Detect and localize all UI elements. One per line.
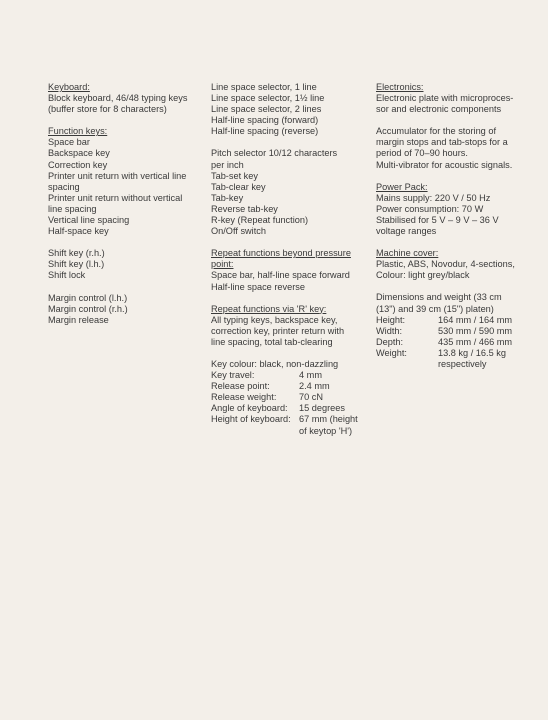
pitch-line: Tab-clear key <box>211 181 266 192</box>
repeat-r-line: All typing keys, backspace key, <box>211 314 338 325</box>
repeat-beyond-heading: point: <box>211 259 234 270</box>
repeat-beyond-heading: Repeat functions beyond pressure <box>211 248 351 259</box>
pitch-line: Tab-key <box>211 192 244 203</box>
machine-cover-line: Colour: light grey/black <box>376 270 470 281</box>
function-key-line: Backspace key <box>48 148 110 159</box>
key-spec-value: 67 mm (height <box>299 414 358 425</box>
pitch-line: On/Off switch <box>211 226 266 237</box>
pitch-line: Tab-set key <box>211 170 258 181</box>
key-spec-label: Key travel: <box>211 370 255 381</box>
key-spec-label: Release point: <box>211 381 270 392</box>
repeat-r-heading: Repeat functions via 'R' key: <box>211 303 327 314</box>
margin-line: Margin release <box>48 314 109 325</box>
dimension-row <box>376 315 536 326</box>
key-spec-row <box>211 381 371 392</box>
key-spec-row <box>211 403 371 414</box>
repeat-r-line: correction key, printer return with <box>211 325 345 336</box>
keyboard-heading: Keyboard: <box>48 82 90 92</box>
repeat-beyond-line: Space bar, half-line space forward <box>211 270 350 281</box>
dimensions-line: Dimensions and weight (33 cm <box>376 292 502 303</box>
dimension-continuation: respectively <box>438 358 487 369</box>
function-key-line: Printer unit return with vertical line <box>48 170 187 181</box>
power-line: Power consumption: 70 W <box>376 203 484 214</box>
machine-cover-heading: Machine cover: <box>376 248 439 259</box>
electronics-line: Electronic plate with microproces- <box>376 93 514 104</box>
function-key-line: Correction key <box>48 159 108 170</box>
accumulator-line: Accumulator for the storing of <box>376 126 497 137</box>
key-spec-label: Release weight: <box>211 392 277 403</box>
dimension-row <box>376 326 536 337</box>
repeat-beyond-line: Half-line space reverse <box>211 281 305 292</box>
key-spec-continuation: of keytop 'H') <box>299 425 353 436</box>
key-spec-row <box>211 370 371 381</box>
keyboard-line: (buffer store for 8 characters) <box>48 104 167 115</box>
key-spec-value: 4 mm <box>299 370 322 381</box>
dimension-value: 164 mm / 164 mm <box>438 314 513 325</box>
power-line: Mains supply: 220 V / 50 Hz <box>376 192 491 203</box>
column-electronics <box>376 82 536 370</box>
function-key-line: Half-space key <box>48 226 109 237</box>
dimensions-line: (13") and 39 cm (15") platen) <box>376 303 494 314</box>
dimension-row <box>376 337 536 348</box>
key-spec-value: 70 cN <box>299 392 324 403</box>
key-spec-label: Angle of keyboard: <box>211 403 288 414</box>
function-key-line: spacing <box>48 181 80 192</box>
electronics-line: sor and electronic components <box>376 104 502 115</box>
keyboard-line: Block keyboard, 46/48 typing keys <box>48 93 188 104</box>
dimension-value: 435 mm / 466 mm <box>438 336 513 347</box>
key-spec-label: Height of keyboard: <box>211 414 291 425</box>
function-keys-heading: Function keys: <box>48 126 108 137</box>
repeat-r-line: line spacing, total tab-clearing <box>211 336 333 347</box>
pitch-line: per inch <box>211 159 244 170</box>
dimension-row <box>376 348 536 359</box>
function-key-line: Printer unit return without vertical <box>48 192 183 203</box>
line-space-line: Line space selector, 1½ line <box>211 93 325 104</box>
power-line: voltage ranges <box>376 226 437 237</box>
dimension-label: Width: <box>376 325 403 336</box>
line-space-line: Half-line spacing (reverse) <box>211 126 319 137</box>
key-spec-row <box>211 392 371 403</box>
margin-line: Margin control (l.h.) <box>48 292 128 303</box>
pitch-line: R-key (Repeat function) <box>211 215 309 226</box>
dimension-label: Weight: <box>376 347 407 358</box>
key-spec-row <box>211 414 371 425</box>
function-key-line: line spacing <box>48 203 97 214</box>
shift-key-line: Shift lock <box>48 270 86 281</box>
function-key-line: Vertical line spacing <box>48 215 130 226</box>
electronics-heading: Electronics: <box>376 82 424 92</box>
accumulator-line: margin stops and tab-stops for a <box>376 137 508 148</box>
dimension-value: 13.8 kg / 16.5 kg <box>438 347 506 358</box>
line-space-line: Line space selector, 2 lines <box>211 104 322 115</box>
pitch-line: Reverse tab-key <box>211 203 278 214</box>
power-pack-heading: Power Pack: <box>376 181 428 192</box>
function-key-line: Space bar <box>48 137 90 148</box>
column-keyboard <box>48 82 208 326</box>
dimension-value: 530 mm / 590 mm <box>438 325 513 336</box>
shift-key-line: Shift key (l.h.) <box>48 259 105 270</box>
key-spec-value: 2.4 mm <box>299 381 330 392</box>
pitch-line: Pitch selector 10/12 characters <box>211 148 338 159</box>
line-space-line: Line space selector, 1 line <box>211 82 317 92</box>
dimension-label: Depth: <box>376 336 404 347</box>
accumulator-line: Multi-vibrator for acoustic signals. <box>376 159 513 170</box>
power-line: Stabilised for 5 V – 9 V – 36 V <box>376 214 499 225</box>
shift-key-line: Shift key (r.h.) <box>48 248 105 259</box>
machine-cover-line: Plastic, ABS, Novodur, 4-sections, <box>376 259 515 270</box>
column-selectors <box>211 82 371 437</box>
accumulator-line: period of 70–90 hours. <box>376 148 468 159</box>
key-colour: Key colour: black, non-dazzling <box>211 358 339 369</box>
line-space-line: Half-line spacing (forward) <box>211 115 319 126</box>
key-spec-value: 15 degrees <box>299 403 345 414</box>
dimension-label: Height: <box>376 314 406 325</box>
margin-line: Margin control (r.h.) <box>48 303 128 314</box>
